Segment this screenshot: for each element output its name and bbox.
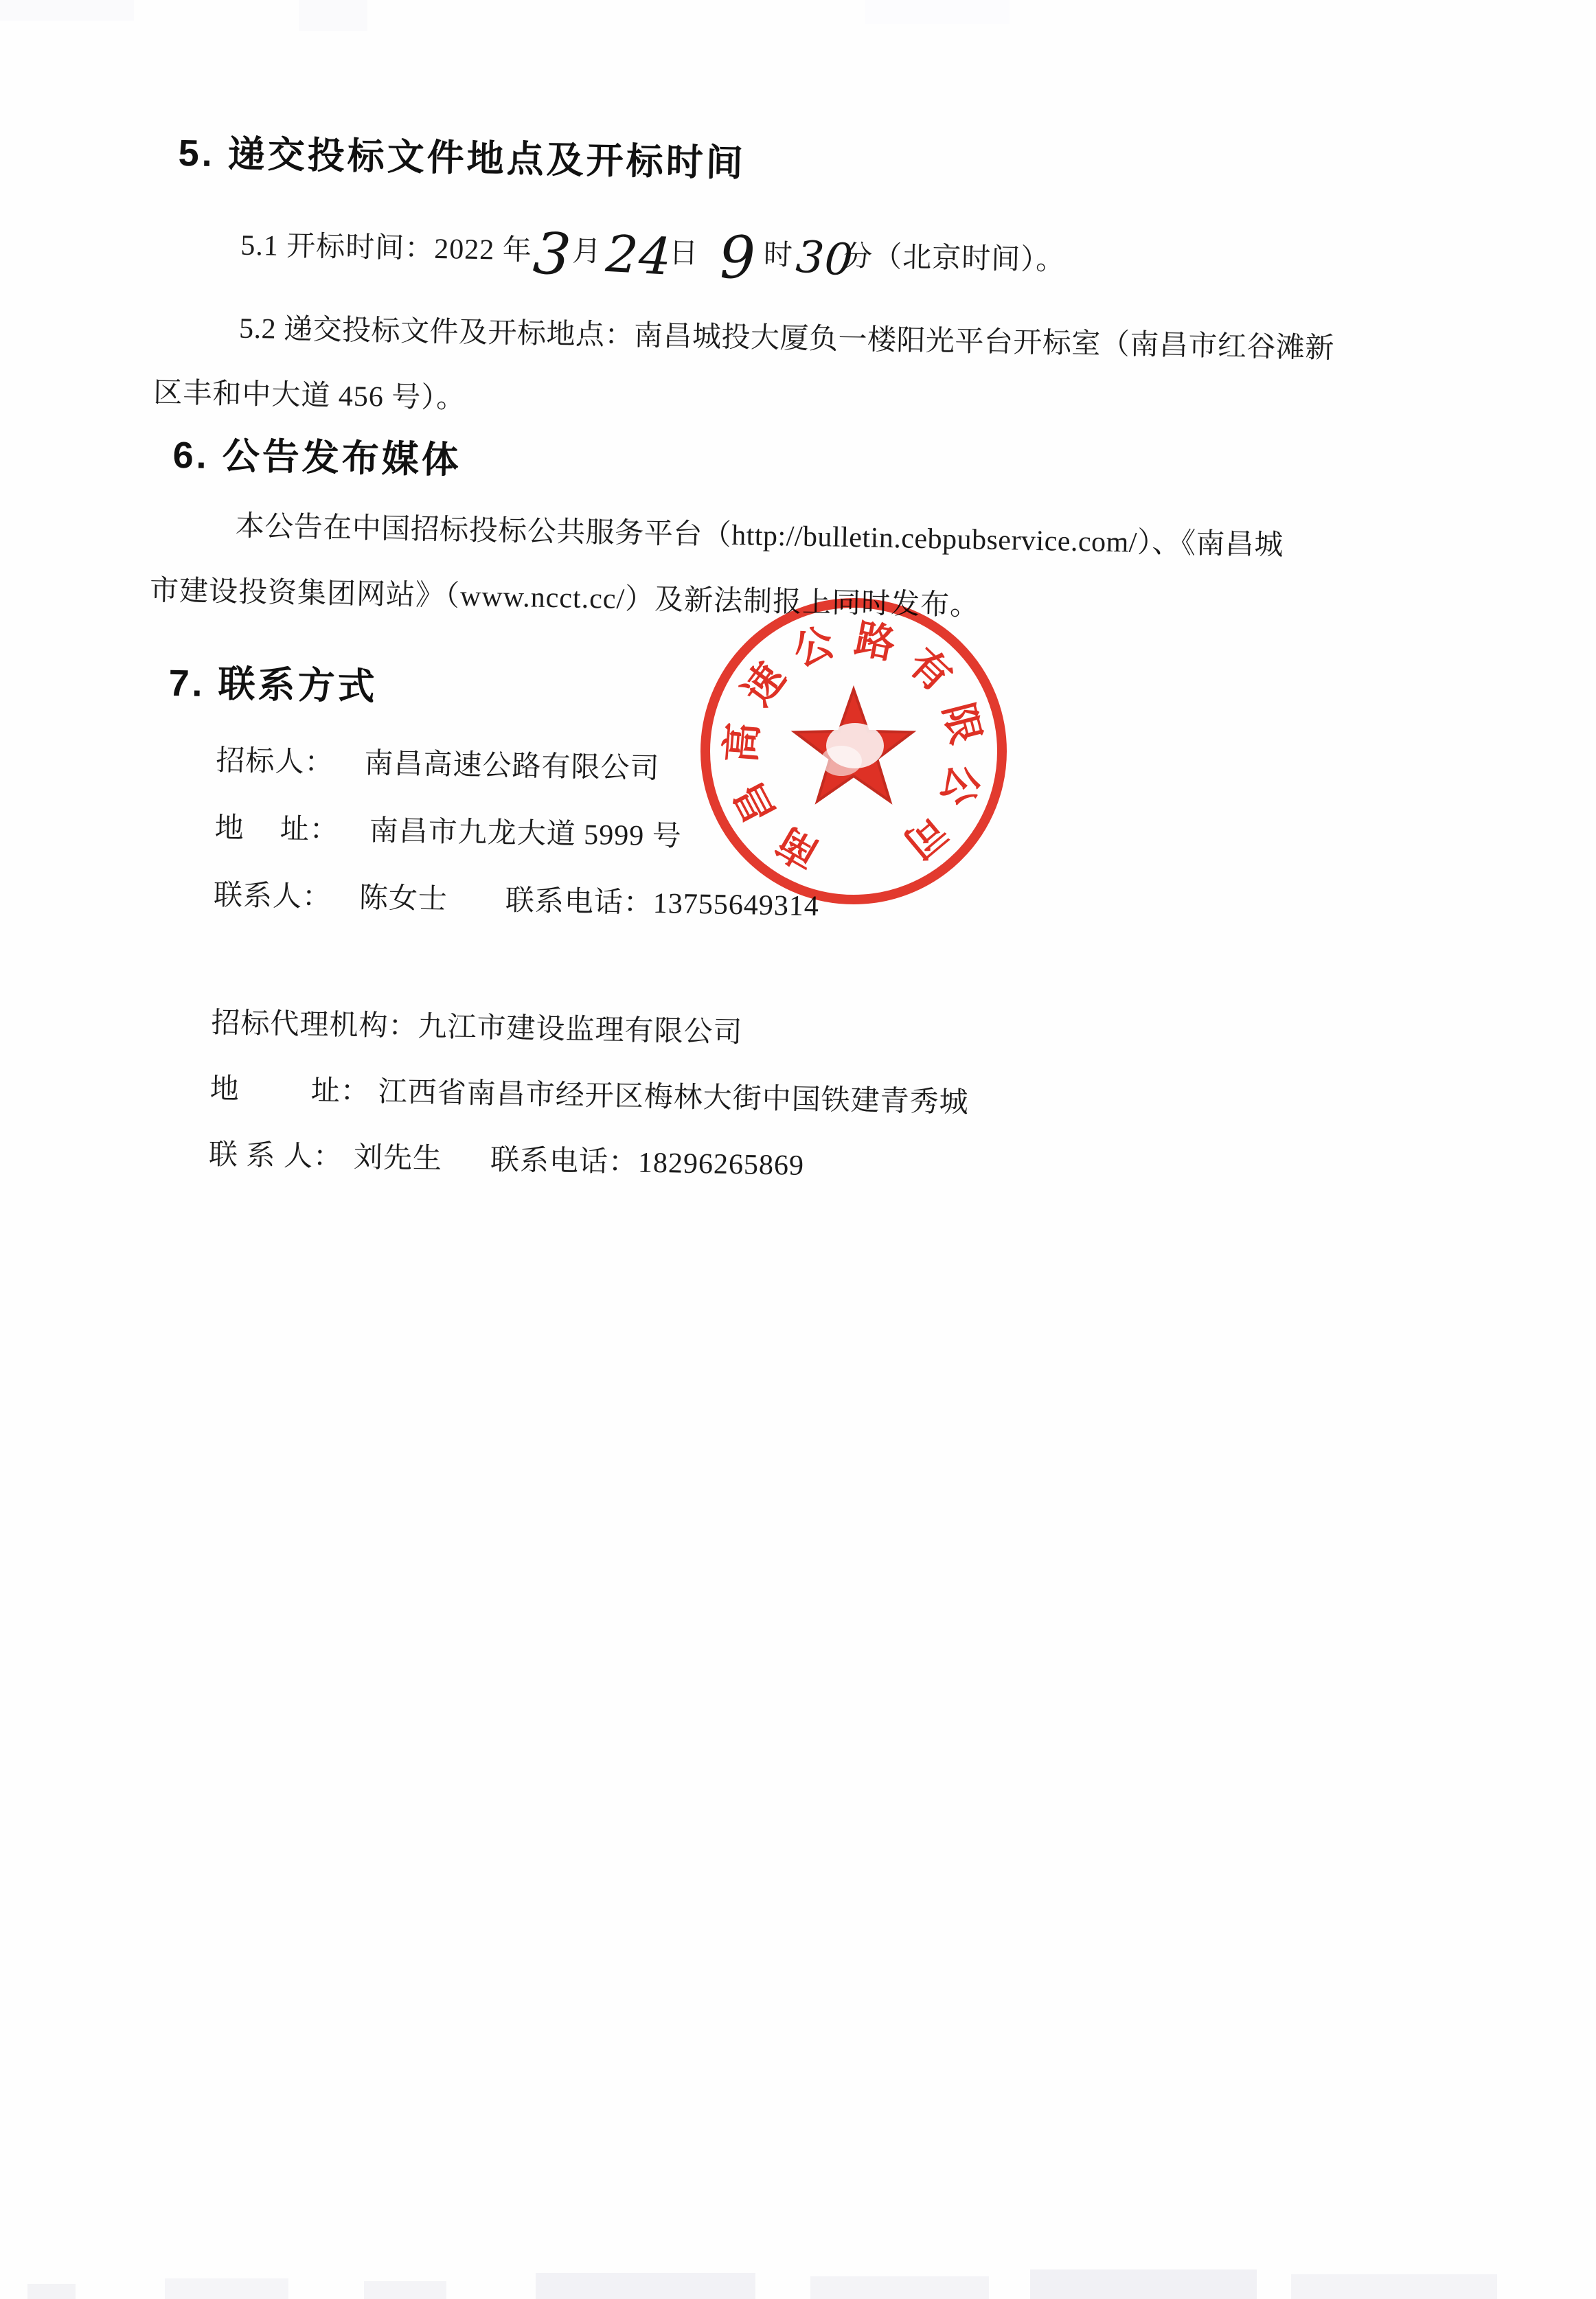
seal-char: 昌 xyxy=(725,775,784,832)
tenderer-label: 招标人： xyxy=(216,745,334,779)
agency-line xyxy=(211,1005,743,1052)
line-5-1-printed-hour: 时 xyxy=(763,239,794,272)
phone-label: 联系电话： xyxy=(505,884,654,919)
seal-star-icon xyxy=(795,689,912,801)
spacer xyxy=(240,1099,311,1100)
spacer xyxy=(339,839,369,840)
handwritten-day: 24 xyxy=(604,224,674,287)
spacer xyxy=(448,908,505,910)
section5-heading: 5. 递交投标文件地点及开标时间 xyxy=(178,133,746,185)
seal-char: 高 xyxy=(718,721,766,764)
spacer xyxy=(442,1168,490,1169)
agency-value: 九江市建设监理有限公司 xyxy=(418,1011,743,1049)
phone-value: 18296265869 xyxy=(637,1147,805,1182)
line-5-1-printed-month: 月 xyxy=(571,236,602,268)
line-5-1 xyxy=(240,220,1065,293)
agency-address-value: 江西省南昌市经开区梅林大街中国铁建青秀城 xyxy=(378,1076,970,1119)
contact-value: 刘先生 xyxy=(353,1141,443,1176)
line-5-1-printed-day: 日 xyxy=(668,238,699,270)
seal-char: 有 xyxy=(900,640,960,700)
seal-char: 路 xyxy=(851,616,900,668)
contact-label: 联系人： xyxy=(213,880,332,914)
seal-char: 限 xyxy=(935,698,989,748)
section6-body-line2: 市建设投资集团网站》（www.ncct.cc/）及新法制报上同时发布。 xyxy=(149,575,980,622)
agency-label: 招标代理机构： xyxy=(211,1007,418,1043)
tenderer-address-value: 南昌市九龙大道 5999 号 xyxy=(369,815,683,853)
seal-char: 公 xyxy=(932,759,988,812)
section6-heading: 6. 公告发布媒体 xyxy=(172,434,462,481)
phone-value: 13755649314 xyxy=(652,887,820,923)
line-5-2b: 区丰和中大道 456 号）。 xyxy=(152,377,466,415)
agency-address-line xyxy=(209,1071,969,1122)
section7-heading: 7. 联系方式 xyxy=(168,662,378,708)
company-seal-stamp xyxy=(692,590,1015,913)
line-5-2a: 5.2 递交投标文件及开标地点：南昌城投大厦负一楼阳光平台开标室（南昌市红谷滩新 xyxy=(238,312,1335,365)
tenderer-address-line xyxy=(214,810,682,856)
agency-contact-line xyxy=(209,1136,805,1185)
tenderer-value: 南昌高速公路有限公司 xyxy=(364,748,660,785)
contact-label: 联 系 人： xyxy=(208,1139,343,1174)
address-label-char2: 址： xyxy=(310,1075,371,1108)
seal-char: 速 xyxy=(734,655,795,714)
seal-char: 公 xyxy=(786,619,841,676)
spacer xyxy=(332,906,359,907)
phone-label: 联系电话： xyxy=(490,1144,639,1179)
line-5-1-printed-prefix: 5.1 开标时间：2022 年 xyxy=(240,229,533,267)
line-5-1-printed-suffix: 分（北京时间）。 xyxy=(843,240,1066,277)
seal-char: 司 xyxy=(896,806,955,867)
address-label-char2: 址： xyxy=(280,813,340,847)
handwritten-hour: 9 xyxy=(718,223,758,292)
address-label-char1: 地 xyxy=(214,812,245,845)
handwritten-month: 3 xyxy=(530,218,574,290)
spacer xyxy=(334,772,364,773)
tenderer-line xyxy=(216,742,660,788)
handwritten-minute: 30 xyxy=(794,231,855,287)
section6-body-line1: 本公告在中国招标投标公共服务平台（http://bulletin.cebpubservice.com/）、《南昌城 xyxy=(235,510,1284,562)
address-label-char1: 地 xyxy=(209,1073,240,1106)
contact-value: 陈女士 xyxy=(358,882,448,916)
seal-char: 南 xyxy=(769,819,827,878)
